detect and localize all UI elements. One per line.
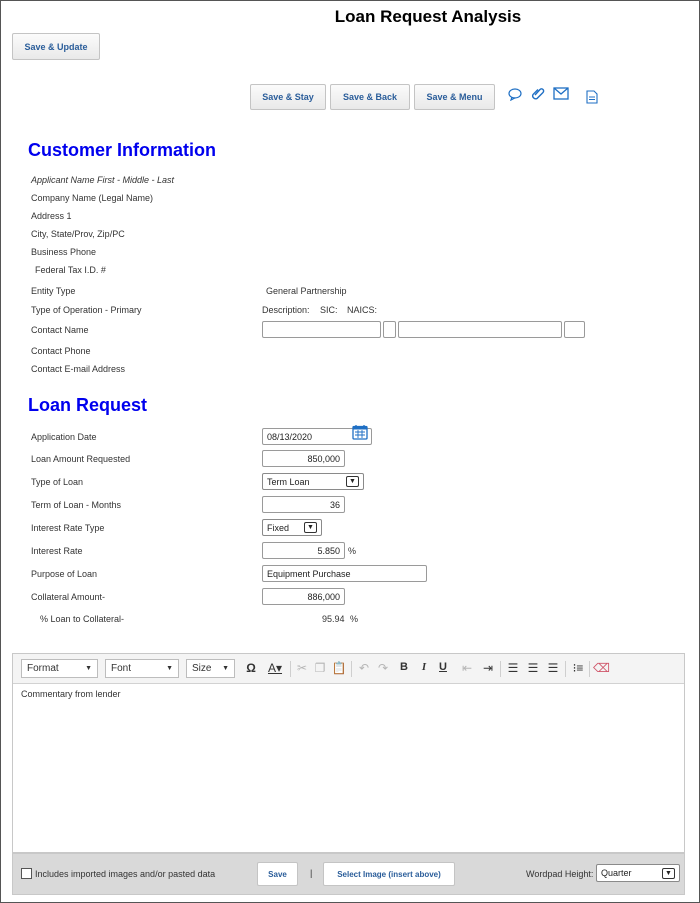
collateral-amount-value: 886,000 <box>307 591 340 602</box>
collateral-amount-label: Collateral Amount- <box>31 592 106 602</box>
size-dropdown-label: Size <box>192 663 212 674</box>
text-color-icon[interactable]: A▾ <box>267 661 283 675</box>
wordpad-height-select[interactable] <box>596 864 680 882</box>
loan-purpose-input[interactable] <box>262 565 427 582</box>
size-dropdown[interactable] <box>186 659 235 678</box>
loan-type-label: Type of Loan <box>31 477 84 487</box>
calendar-icon[interactable] <box>352 424 368 440</box>
loan-term-value: 36 <box>329 499 340 510</box>
loan-to-collateral-label: % Loan to Collateral- <box>40 614 125 624</box>
toolbar-separator <box>589 661 590 677</box>
format-dropdown-label: Format <box>27 663 59 674</box>
chevron-down-icon: ▼ <box>346 476 359 487</box>
save-stay-button[interactable]: Save & Stay <box>250 84 326 110</box>
interest-rate-input[interactable] <box>262 542 345 559</box>
customer-information-heading: Customer Information <box>28 140 217 160</box>
loan-amount-label: Loan Amount Requested <box>31 454 131 464</box>
contact-suffix-input[interactable] <box>564 321 585 338</box>
save-update-button[interactable]: Save & Update <box>12 33 100 60</box>
operation-naics-label: NAICS: <box>347 305 378 315</box>
loan-purpose-label: Purpose of Loan <box>31 569 98 579</box>
envelope-icon[interactable] <box>553 87 569 100</box>
interest-rate-label: Interest Rate <box>31 546 83 556</box>
toolbar-separator <box>565 661 566 677</box>
underline-icon[interactable]: U <box>439 661 447 673</box>
footer-save-button[interactable]: Save <box>257 862 298 886</box>
contact-middle-initial-input[interactable] <box>383 321 396 338</box>
city-state-zip-label: City, State/Prov, Zip/PC <box>31 229 125 239</box>
contact-last-name-input[interactable] <box>398 321 562 338</box>
interest-rate-type-select[interactable] <box>262 519 322 536</box>
interest-rate-type-value: Fixed <box>267 522 290 533</box>
loan-to-collateral-value: 95.94 <box>322 614 345 624</box>
comment-icon[interactable] <box>508 88 522 101</box>
application-date-value: 08/13/2020 <box>267 431 313 442</box>
operation-sic-label: SIC: <box>320 305 338 315</box>
editor-content[interactable]: Commentary from lender <box>21 689 121 699</box>
special-character-icon[interactable]: Ω <box>246 661 256 675</box>
address-label: Address 1 <box>31 211 72 221</box>
interest-rate-type-label: Interest Rate Type <box>31 523 105 533</box>
wordpad-height-label: Wordpad Height: <box>526 869 594 879</box>
chevron-down-icon: ▼ <box>222 665 229 672</box>
outdent-icon[interactable]: ⇤ <box>461 661 473 675</box>
interest-rate-unit: % <box>348 546 357 556</box>
federal-tax-id-label: Federal Tax I.D. # <box>35 265 106 275</box>
loan-term-label: Term of Loan - Months <box>31 500 122 510</box>
align-left-icon[interactable]: ☰ <box>507 661 519 675</box>
chevron-down-icon: ▼ <box>662 868 675 879</box>
font-dropdown[interactable] <box>105 659 179 678</box>
loan-term-input[interactable] <box>262 496 345 513</box>
toolbar-separator <box>500 661 501 677</box>
footer-separator: | <box>310 868 313 878</box>
editor-toolbar <box>13 654 684 684</box>
loan-type-select[interactable] <box>262 473 364 490</box>
operation-type-label: Type of Operation - Primary <box>31 305 142 315</box>
operation-description-label: Description: <box>262 305 310 315</box>
bulleted-list-icon[interactable]: ⁝≡ <box>572 661 584 675</box>
font-dropdown-label: Font <box>111 663 132 674</box>
loan-type-value: Term Loan <box>267 476 310 487</box>
select-image-button[interactable]: Select Image (insert above) <box>323 862 455 886</box>
toolbar-separator <box>290 661 291 677</box>
undo-icon[interactable]: ↶ <box>358 661 370 675</box>
loan-amount-value: 850,000 <box>307 453 340 464</box>
cut-icon[interactable]: ✂ <box>296 661 308 675</box>
toolbar-separator <box>351 661 352 677</box>
chevron-down-icon: ▼ <box>304 522 317 533</box>
format-dropdown[interactable] <box>21 659 98 678</box>
applicant-name-label: Applicant Name First - Middle - Last <box>31 175 175 185</box>
loan-request-heading: Loan Request <box>28 395 148 415</box>
wordpad-height-value: Quarter <box>601 868 632 878</box>
paste-icon[interactable]: 📋 <box>331 661 347 675</box>
loan-purpose-value: Equipment Purchase <box>267 568 351 579</box>
save-menu-button[interactable]: Save & Menu <box>414 84 495 110</box>
company-name-label: Company Name (Legal Name) <box>31 193 154 203</box>
paperclip-icon[interactable] <box>531 86 546 101</box>
application-date-label: Application Date <box>31 432 97 442</box>
eraser-icon[interactable]: ⌫ <box>593 661 610 675</box>
loan-amount-input[interactable] <box>262 450 345 467</box>
page-title: Loan Request Analysis <box>334 7 522 26</box>
entity-type-label: Entity Type <box>31 286 76 296</box>
collateral-amount-input[interactable] <box>262 588 345 605</box>
copy-icon[interactable]: ❐ <box>314 661 326 675</box>
italic-icon[interactable]: I <box>421 661 427 673</box>
align-center-icon[interactable]: ☰ <box>527 661 539 675</box>
contact-name-label: Contact Name <box>31 325 89 335</box>
contact-first-name-input[interactable] <box>262 321 381 338</box>
business-phone-label: Business Phone <box>31 247 97 257</box>
imported-images-label: Includes imported images and/or pasted data <box>35 869 216 879</box>
contact-phone-label: Contact Phone <box>31 346 91 356</box>
interest-rate-value: 5.850 <box>317 545 340 556</box>
imported-images-checkbox[interactable] <box>21 868 32 879</box>
bold-icon[interactable]: B <box>400 661 408 673</box>
chevron-down-icon: ▼ <box>166 665 173 672</box>
wordpad-editor <box>12 653 685 853</box>
chevron-down-icon: ▼ <box>85 665 92 672</box>
loan-to-collateral-unit: % <box>350 614 359 624</box>
indent-icon[interactable]: ⇥ <box>482 661 494 675</box>
save-back-button[interactable]: Save & Back <box>330 84 410 110</box>
entity-type-value: General Partnership <box>266 286 347 296</box>
redo-icon[interactable]: ↷ <box>377 661 389 675</box>
document-icon[interactable] <box>586 90 598 104</box>
align-right-icon[interactable]: ☰ <box>547 661 559 675</box>
contact-email-label: Contact E-mail Address <box>31 364 126 374</box>
editor-footer <box>12 853 685 895</box>
